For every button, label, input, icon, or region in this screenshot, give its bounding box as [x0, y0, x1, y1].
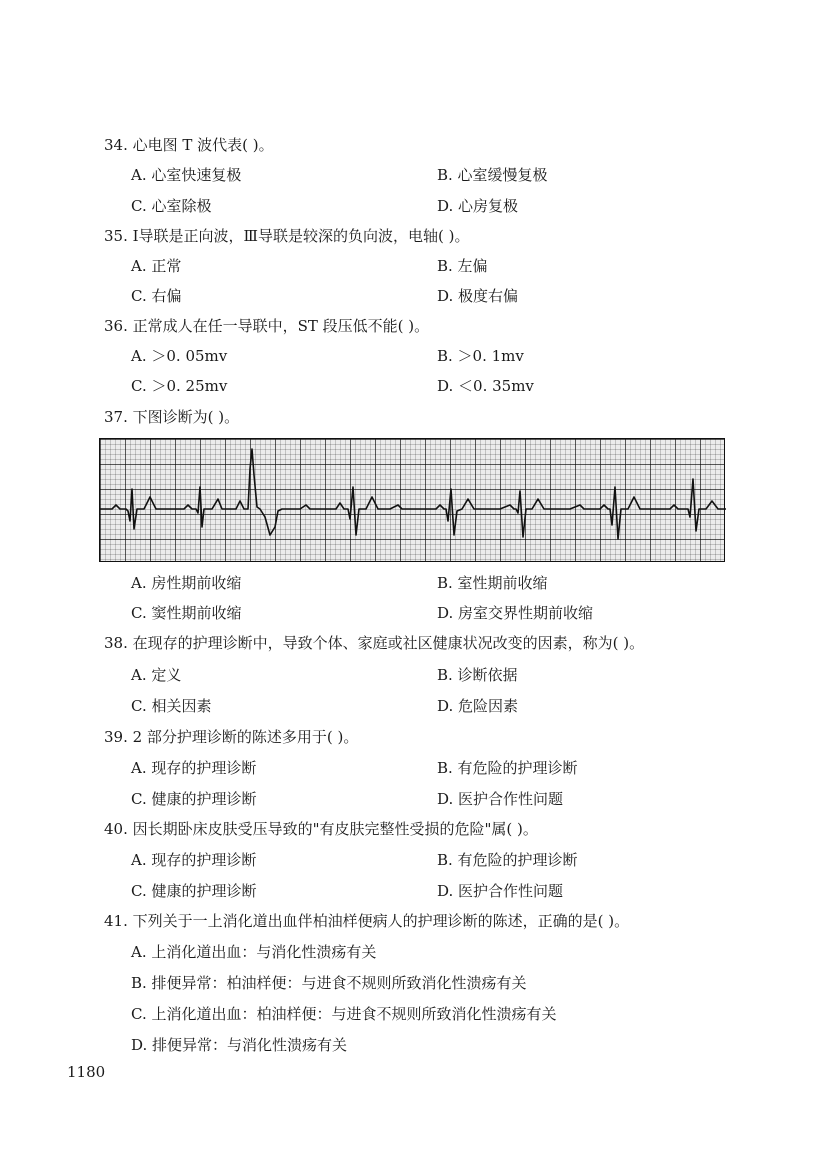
q40-option-d: D. 医护合作性问题 — [437, 882, 564, 900]
q39-option-c: C. 健康的护理诊断 — [131, 790, 257, 808]
q36-option-a: A. ＞0. 05mv — [131, 347, 228, 365]
q38-option-c: C. 相关因素 — [131, 697, 212, 715]
q35-option-c: C. 右偏 — [131, 287, 182, 305]
q38-option-a: A. 定义 — [131, 666, 182, 684]
q37-option-c: C. 窦性期前收缩 — [131, 604, 242, 622]
q34-option-b: B. 心室缓慢复极 — [437, 166, 548, 184]
q36-option-c: C. ＞0. 25mv — [131, 377, 228, 395]
question-41-stem: 41. 下列关于一上消化道出血伴柏油样便病人的护理诊断的陈述，正确的是( )。 — [104, 912, 630, 930]
question-34-stem: 34. 心电图 T 波代表( )。 — [104, 136, 274, 154]
question-38-stem: 38. 在现存的护理诊断中，导致个体、家庭或社区健康状况改变的因素，称为( )。 — [104, 634, 645, 652]
q40-option-c: C. 健康的护理诊断 — [131, 882, 257, 900]
q36-option-d: D. ＜0. 35mv — [437, 377, 534, 395]
ecg-waveform — [100, 439, 726, 563]
q38-option-b: B. 诊断依据 — [437, 666, 518, 684]
q34-option-c: C. 心室除极 — [131, 197, 212, 215]
q38-option-d: D. 危险因素 — [437, 697, 519, 715]
question-40-stem: 40. 因长期卧床皮肤受压导致的"有皮肤完整性受损的危险"属( )。 — [104, 820, 538, 838]
q35-option-d: D. 极度右偏 — [437, 287, 519, 305]
q37-option-b: B. 室性期前收缩 — [437, 574, 548, 592]
q41-option-c: C. 上消化道出血：柏油样便：与进食不规则所致消化性溃疡有关 — [131, 1005, 557, 1023]
question-37-stem: 37. 下图诊断为( )。 — [104, 408, 240, 426]
ecg-strip-figure — [99, 438, 725, 562]
q39-option-d: D. 医护合作性问题 — [437, 790, 564, 808]
q37-option-d: D. 房室交界性期前收缩 — [437, 604, 594, 622]
q34-option-d: D. 心房复极 — [437, 197, 519, 215]
q40-option-b: B. 有危险的护理诊断 — [437, 851, 578, 869]
q37-option-a: A. 房性期前收缩 — [131, 574, 242, 592]
q39-option-a: A. 现存的护理诊断 — [131, 759, 257, 777]
question-36-stem: 36. 正常成人在任一导联中，ST 段压低不能( )。 — [104, 317, 430, 335]
q41-option-a: A. 上消化道出血：与消化性溃疡有关 — [131, 943, 377, 961]
question-35-stem: 35. Ⅰ导联是正向波，Ⅲ导联是较深的负向波，电轴( )。 — [104, 227, 470, 245]
q35-option-a: A. 正常 — [131, 257, 182, 275]
question-39-stem: 39. 2 部分护理诊断的陈述多用于( )。 — [104, 728, 359, 746]
q36-option-b: B. ＞0. 1mv — [437, 347, 524, 365]
q35-option-b: B. 左偏 — [437, 257, 488, 275]
q41-option-b: B. 排便异常：柏油样便：与进食不规则所致消化性溃疡有关 — [131, 974, 527, 992]
q40-option-a: A. 现存的护理诊断 — [131, 851, 257, 869]
page-number: 1180 — [67, 1063, 106, 1081]
q41-option-d: D. 排便异常：与消化性溃疡有关 — [131, 1036, 348, 1054]
q39-option-b: B. 有危险的护理诊断 — [437, 759, 578, 777]
q34-option-a: A. 心室快速复极 — [131, 166, 242, 184]
